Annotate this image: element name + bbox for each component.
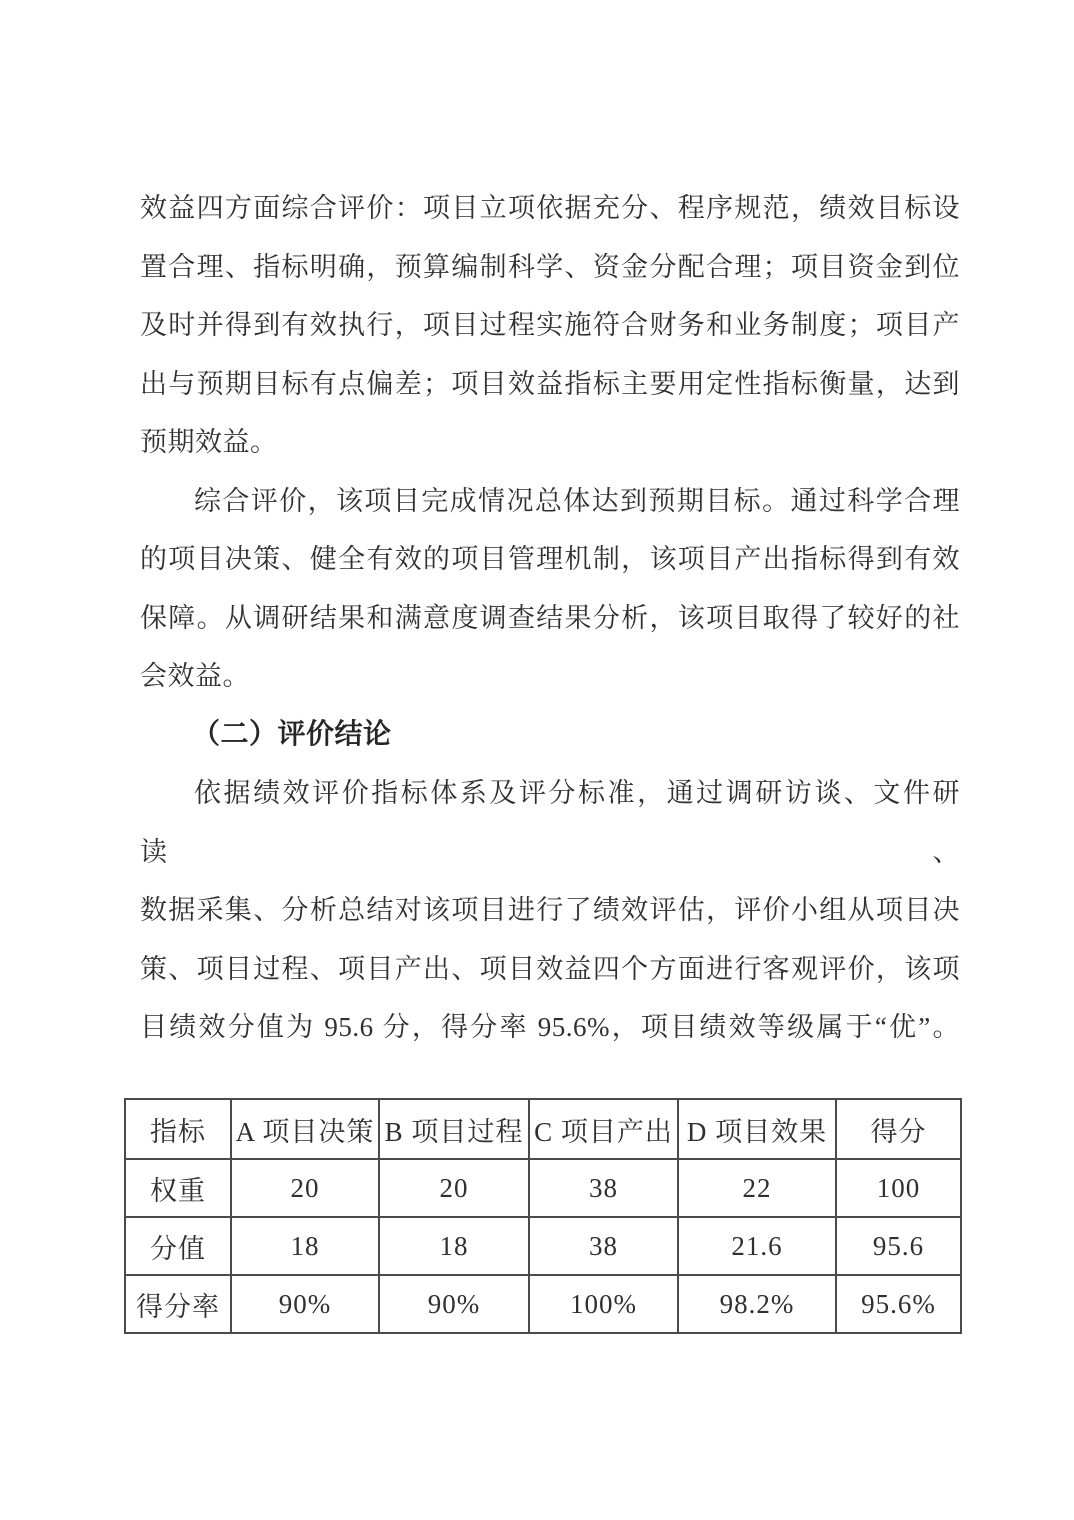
table-cell: 20 <box>231 1159 379 1217</box>
table-row-label: 权重 <box>125 1159 231 1217</box>
para1-line: 预期效益。 <box>140 427 278 457</box>
table-cell: 21.6 <box>678 1217 836 1275</box>
table-cell: 38 <box>529 1217 678 1275</box>
para1-line: 及时并得到有效执行，项目过程实施符合财务和业务制度；项目产 <box>140 310 960 340</box>
table-row-weight <box>125 1159 961 1217</box>
para1-line: 出与预期目标有点偏差；项目效益指标主要用定性指标衡量，达到 <box>140 368 960 399</box>
table-cell: 90% <box>231 1275 379 1333</box>
table-cell: 95.6 <box>836 1217 961 1275</box>
table-cell: 38 <box>529 1159 678 1217</box>
para2-line: 的项目决策、健全有效的项目管理机制，该项目产出指标得到有效 <box>140 544 960 574</box>
section-heading: （二）评价结论 <box>192 718 392 750</box>
table-cell: 100 <box>836 1159 961 1217</box>
para3-line: 目绩效分值为 95.6 分，得分率 95.6%，项目绩效等级属于“优”。 <box>140 1012 960 1042</box>
table-header-cell: 指标 <box>125 1099 231 1159</box>
table-header-cell: C 项目产出 <box>529 1099 678 1159</box>
score-table <box>124 1098 962 1334</box>
paragraph-overall-evaluation <box>140 472 960 706</box>
table-cell: 95.6% <box>836 1275 961 1333</box>
table-cell: 90% <box>379 1275 529 1333</box>
table-header-row <box>125 1099 961 1159</box>
para2-line: 会效益。 <box>140 661 250 691</box>
para1-line: 效益四方面综合评价：项目立项依据充分、程序规范，绩效目标设 <box>140 193 960 223</box>
para3-line: 策、项目过程、项目产出、项目效益四个方面进行客观评价，该项 <box>140 953 960 984</box>
table-row-score <box>125 1217 961 1275</box>
paragraph-evaluation-result <box>140 764 960 1057</box>
text-block <box>140 179 960 1057</box>
table-header-cell: B 项目过程 <box>379 1099 529 1159</box>
table-cell: 22 <box>678 1159 836 1217</box>
table-cell: 18 <box>231 1217 379 1275</box>
para3-line: 数据采集、分析总结对该项目进行了绩效评估，评价小组从项目决 <box>140 895 960 925</box>
table-cell: 100% <box>529 1275 678 1333</box>
table-header-cell: 得分 <box>836 1099 961 1159</box>
table-cell: 18 <box>379 1217 529 1275</box>
table-row-label: 分值 <box>125 1217 231 1275</box>
table-row-label: 得分率 <box>125 1275 231 1333</box>
table-header-cell: D 项目效果 <box>678 1099 836 1159</box>
table-header-cell: A 项目决策 <box>231 1099 379 1159</box>
table-cell: 20 <box>379 1159 529 1217</box>
paragraph-conclusion-overview <box>140 179 960 472</box>
table-cell: 98.2% <box>678 1275 836 1333</box>
para3-line: 依据绩效评价指标体系及评分标准，通过调研访谈、文件研读、 <box>140 778 960 867</box>
para1-line: 置合理、指标明确，预算编制科学、资金分配合理；项目资金到位 <box>140 251 960 282</box>
para2-line: 保障。从调研结果和满意度调查结果分析，该项目取得了较好的社 <box>140 602 960 633</box>
para2-line: 综合评价，该项目完成情况总体达到预期目标。通过科学合理 <box>194 485 960 516</box>
table-row-score-rate <box>125 1275 961 1333</box>
